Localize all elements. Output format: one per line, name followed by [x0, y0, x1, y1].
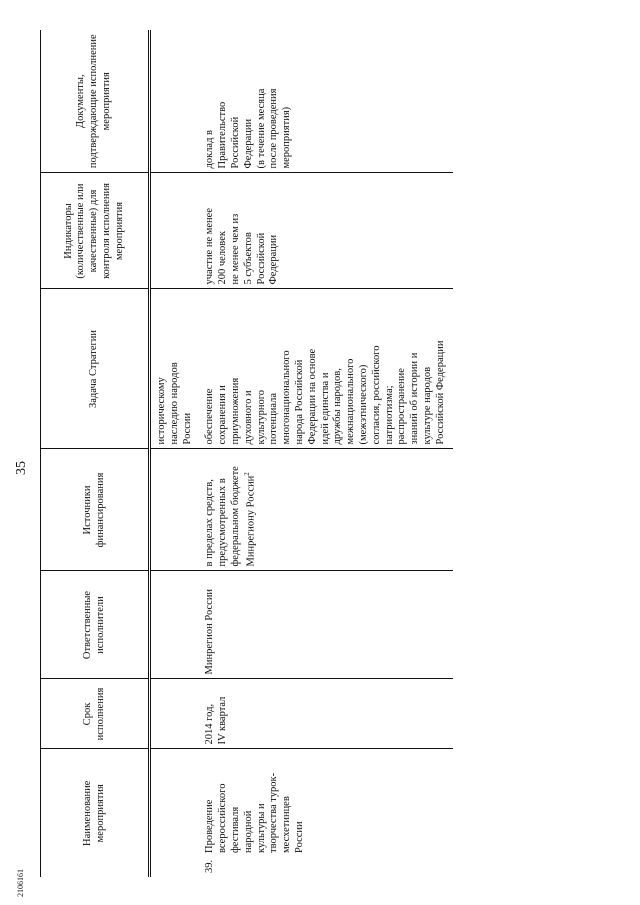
header-deadline: Срок исполнения — [41, 679, 150, 749]
item-task: обеспечение сохранения и приумножения духовного и культурного потенциала многонационального народа Российской Федерации на основе идей единства и дружбы народов, межнационального (межэтнического) согласия, российского патриотизма; распространение знаний об истории и культуре народов Российской Федерации — [204, 340, 446, 445]
item-indicators: участие не менее 200 человек не менее чем из 5 субъектов Российской Федерации — [204, 208, 280, 285]
continuation-task-text: историческому наследию народов России — [156, 362, 193, 445]
item-deadline: 2014 год, IV квартал — [204, 696, 229, 745]
item-funding-cell — [204, 454, 258, 567]
item-responsible: Минрегион России — [204, 588, 216, 675]
header-responsible: Ответственные исполнители — [41, 571, 150, 679]
page-number: 35 — [14, 461, 29, 475]
header-task: Задача Стратегии — [41, 289, 150, 449]
measures-table — [40, 30, 453, 877]
item-number: 39. — [204, 859, 216, 873]
item-name-cell — [204, 754, 306, 874]
continuation-row — [150, 30, 200, 877]
item-name: Проведение всероссийского фестиваля народной культуры и творчества турок- месхетинцев России — [204, 772, 305, 853]
header-funding: Источники финансирования — [41, 449, 150, 571]
header-name: Наименование мероприятия — [41, 749, 150, 877]
document-code: 2106161 — [16, 869, 25, 897]
item-funding: в пределах средств, предусмотренных в федеральном бюджете Минрегиону России — [204, 466, 257, 567]
header-documents: Документы, подтверждающие исполнение мероприятия — [41, 30, 150, 173]
table-row — [199, 30, 452, 877]
header-indicators: Индикаторы (количественные или качественные) для контроля исполнения мероприятия — [41, 173, 150, 289]
item-documents: доклад в Правительство Российской Федерации (в течение месяца после проведения мероприятия) — [204, 88, 293, 169]
table-header-row — [41, 30, 150, 877]
footnote-marker: 2 — [242, 472, 251, 476]
